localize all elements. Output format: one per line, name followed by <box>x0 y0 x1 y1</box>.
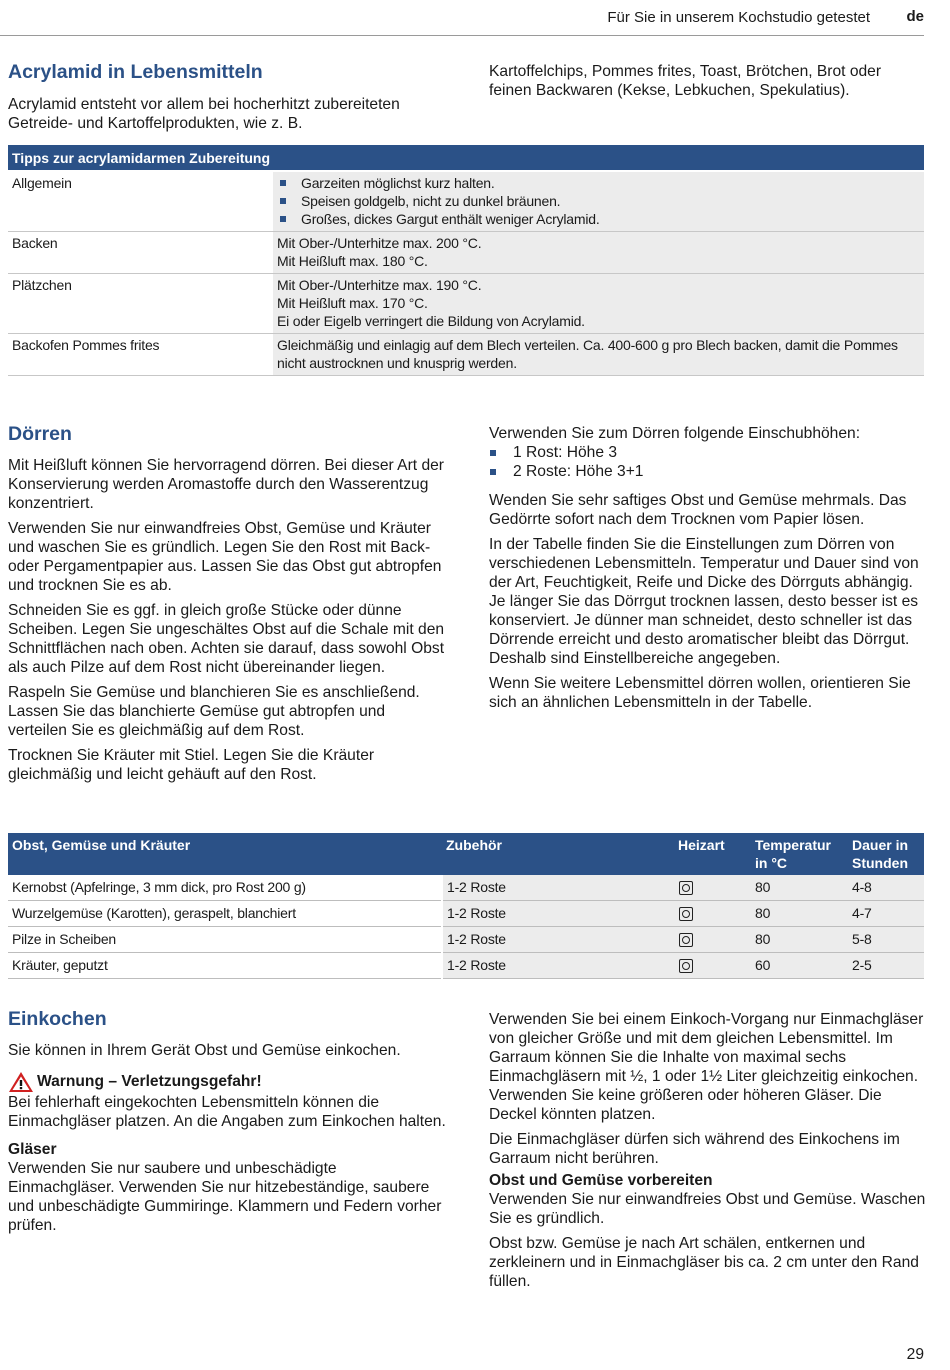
einkochen-intro: Sie können in Ihrem Gerät Obst und Gemüse einkochen. <box>8 1042 401 1059</box>
doerren-left-column <box>8 423 446 790</box>
list-item: Großes, dickes Gargut enthält weniger Acrylamid. <box>277 210 920 228</box>
prep-paragraph: Verwenden Sie nur einwandfreies Obst und Gemüse. Waschen Sie es gründlich. <box>489 1191 926 1227</box>
tips-row-label: Plätzchen <box>8 274 273 334</box>
tips-line: Mit Ober-/Unterhitze max. 200 °C. <box>277 235 482 251</box>
heating-mode-cell <box>674 875 751 901</box>
drying-settings-table <box>8 833 924 979</box>
food-cell: Kernobst (Apfelringe, 3 mm dick, pro Rost 200 g) <box>8 875 442 901</box>
column-header: Temperatur in °C <box>751 833 848 875</box>
list-item: 2 Roste: Höhe 3+1 <box>489 462 927 481</box>
tips-table-header: Tipps zur acrylamidarmen Zubereitung <box>8 145 924 171</box>
glaeser-text: Verwenden Sie nur saubere und unbeschädigte Einmachgläser. Verwenden Sie nur hitzebeständige, saubere und unbeschädigte Gummiringe. Klammern und Federn vorher prüfen. <box>8 1160 442 1234</box>
acrylamid-paragraph-left: Acrylamid entsteht vor allem bei hocherhitzt zubereiteten Getreide- und Kartoffelprodukten, wie z. B. <box>8 96 400 132</box>
table-row <box>8 901 924 927</box>
warning-block <box>8 1071 446 1131</box>
table-row <box>8 334 924 376</box>
doerren-paragraph: Trocknen Sie Kräuter mit Stiel. Legen Sie die Kräuter gleichmäßig und leicht gehäuft auf den Rost. <box>8 747 375 783</box>
table-row <box>8 232 924 274</box>
prep-paragraph: Obst bzw. Gemüse je nach Art schälen, entkernen und zerkleinern und in Einmachgläser bis ca. 2 cm unter den Rand füllen. <box>489 1235 919 1290</box>
tips-row-label: Backen <box>8 232 273 274</box>
food-cell: Kräuter, geputzt <box>8 953 442 979</box>
column-header: Dauer in Stunden <box>848 833 924 875</box>
table-row <box>8 875 924 901</box>
tips-line: Ei oder Eigelb verringert die Bildung von Acrylamid. <box>277 313 585 329</box>
accessory-cell: 1-2 Roste <box>442 927 674 953</box>
einkochen-paragraph: Die Einmachgläser dürfen sich während des Einkochens im Garraum nicht berühren. <box>489 1131 900 1167</box>
duration-cell: 4-7 <box>848 901 924 927</box>
warning-triangle-icon <box>8 1071 34 1093</box>
header-divider <box>0 35 924 36</box>
heating-mode-cell <box>674 953 751 979</box>
einkochen-right-column <box>489 1010 927 1297</box>
fan-heat-icon <box>679 933 693 947</box>
doerren-shelf-intro: Verwenden Sie zum Dörren folgende Einschubhöhen: <box>489 425 861 442</box>
doerren-paragraph: Schneiden Sie es ggf. in gleich große Stücke oder dünne Scheiben. Legen Sie ungeschältes Obst auf die Schale mit den Schnittflächen nach oben. Achten sie darauf, dass sowohl Obst als auch Pilze auf dem Rost nicht übereinander liegen. <box>8 602 445 676</box>
tips-line: Mit Heißluft max. 170 °C. <box>277 295 428 311</box>
list-item: Speisen goldgelb, nicht zu dunkel bräunen. <box>277 192 920 210</box>
heating-mode-cell <box>674 927 751 953</box>
food-cell: Wurzelgemüse (Karotten), geraspelt, blanchiert <box>8 901 442 927</box>
acrylamid-heading: Acrylamid in Lebensmitteln <box>8 61 263 83</box>
temperature-cell: 80 <box>751 875 848 901</box>
doerren-paragraph: Verwenden Sie nur einwandfreies Obst, Gemüse und Kräuter und waschen Sie es gründlich. Legen Sie den Rost mit Back- oder Pergamentpapier aus. Lassen Sie das Obst gut abtropfen und trocknen Sie es ab. <box>8 520 442 594</box>
column-header: Zubehör <box>442 833 674 875</box>
einkochen-left-column <box>8 1008 446 1241</box>
fan-heat-icon <box>679 907 693 921</box>
prep-subheading: Obst und Gemüse vorbereiten <box>489 1172 713 1189</box>
fan-heat-icon <box>679 959 693 973</box>
temperature-cell: 80 <box>751 901 848 927</box>
table-row <box>8 274 924 334</box>
table-row <box>8 953 924 979</box>
food-cell: Pilze in Scheiben <box>8 927 442 953</box>
tips-bullet-list <box>277 174 920 228</box>
doerren-paragraph: Raspeln Sie Gemüse und blanchieren Sie es anschließend. Lassen Sie das blanchierte Gemüse gut abtropfen und verteilen Sie es gleichmäßig auf dem Rost. <box>8 684 420 739</box>
table-row <box>8 171 924 232</box>
tips-row-label: Backofen Pommes frites <box>8 334 273 376</box>
glaeser-subheading: Gläser <box>8 1141 57 1158</box>
duration-cell: 4-8 <box>848 875 924 901</box>
tips-line: Gleichmäßig und einlagig auf dem Blech verteilen. Ca. 400-600 g pro Blech backen, damit die Pommes nicht austrocknen und knusprig werden. <box>277 337 898 371</box>
doerren-right-column <box>489 424 927 718</box>
duration-cell: 5-8 <box>848 927 924 953</box>
einkochen-heading: Einkochen <box>8 1008 107 1030</box>
einkochen-paragraph: Verwenden Sie bei einem Einkoch-Vorgang nur Einmachgläser von gleicher Größe und mit dem gleichen Lebensmittel. Im Garraum können Sie die Inhalte von maximal sechs Einmachgläsern mit ½, 1 oder 1½ Liter gleichzeitig einkochen. Verwenden Sie keine größeren oder höheren Gläser. Die Deckel könnten platzen. <box>489 1011 924 1123</box>
heating-mode-cell <box>674 901 751 927</box>
doerren-heading: Dörren <box>8 423 72 445</box>
accessory-cell: 1-2 Roste <box>442 901 674 927</box>
temperature-cell: 80 <box>751 927 848 953</box>
language-code: de <box>906 8 924 25</box>
warning-text: Bei fehlerhaft eingekochten Lebensmitteln können die Einmachgläser platzen. An die Angaben zum Einkochen halten. <box>8 1094 446 1130</box>
running-header-title: Für Sie in unserem Kochstudio getestet <box>607 9 870 26</box>
temperature-cell: 60 <box>751 953 848 979</box>
tips-line: Mit Ober-/Unterhitze max. 190 °C. <box>277 277 482 293</box>
column-header: Heizart <box>674 833 751 875</box>
doerren-paragraph: Wenden Sie sehr saftiges Obst und Gemüse mehrmals. Das Gedörrte sofort nach dem Trocknen vom Papier lösen. <box>489 492 907 528</box>
page-number: 29 <box>906 1346 924 1363</box>
doerren-paragraph: In der Tabelle finden Sie die Einstellungen zum Dörren von verschiedenen Lebensmitteln. Temperatur und Dauer sind von der Art, Feuchtigkeit, Reife und Dicke des Dörrguts abhängig. Je länger Sie das Dörrgut trocknen lassen, desto besser ist es konserviert. Je dünner man schneidet, desto schneller ist das Dörrende erreicht und desto aromatischer bleibt das Dörrgut. Deshalb sind Einstellbereiche angegeben. <box>489 536 919 667</box>
duration-cell: 2-5 <box>848 953 924 979</box>
doerren-paragraph: Mit Heißluft können Sie hervorragend dörren. Bei dieser Art der Konservierung werden Aromastoffe durch den Wasserentzug konzentriert. <box>8 457 444 512</box>
table-row <box>8 927 924 953</box>
acrylamide-tips-table <box>8 145 924 376</box>
acrylamid-paragraph-right: Kartoffelchips, Pommes frites, Toast, Brötchen, Brot oder feinen Backwaren (Kekse, Lebkuchen, Spekulatius). <box>489 63 882 99</box>
list-item: Garzeiten möglichst kurz halten. <box>277 174 920 192</box>
tips-row-label: Allgemein <box>8 171 273 232</box>
accessory-cell: 1-2 Roste <box>442 953 674 979</box>
column-header: Obst, Gemüse und Kräuter <box>8 833 442 875</box>
accessory-cell: 1-2 Roste <box>442 875 674 901</box>
tips-line: Mit Heißluft max. 180 °C. <box>277 253 428 269</box>
acrylamid-right-column <box>489 62 927 106</box>
table-header-row <box>8 833 924 875</box>
doerren-paragraph: Wenn Sie weitere Lebensmittel dörren wollen, orientieren Sie sich an ähnlichen Lebensmitteln in der Tabelle. <box>489 675 911 711</box>
fan-heat-icon <box>679 881 693 895</box>
acrylamid-left-column <box>8 61 446 139</box>
list-item: 1 Rost: Höhe 3 <box>489 443 927 462</box>
shelf-height-list <box>489 443 927 481</box>
warning-title: Warnung – Verletzungsgefahr! <box>37 1073 262 1090</box>
